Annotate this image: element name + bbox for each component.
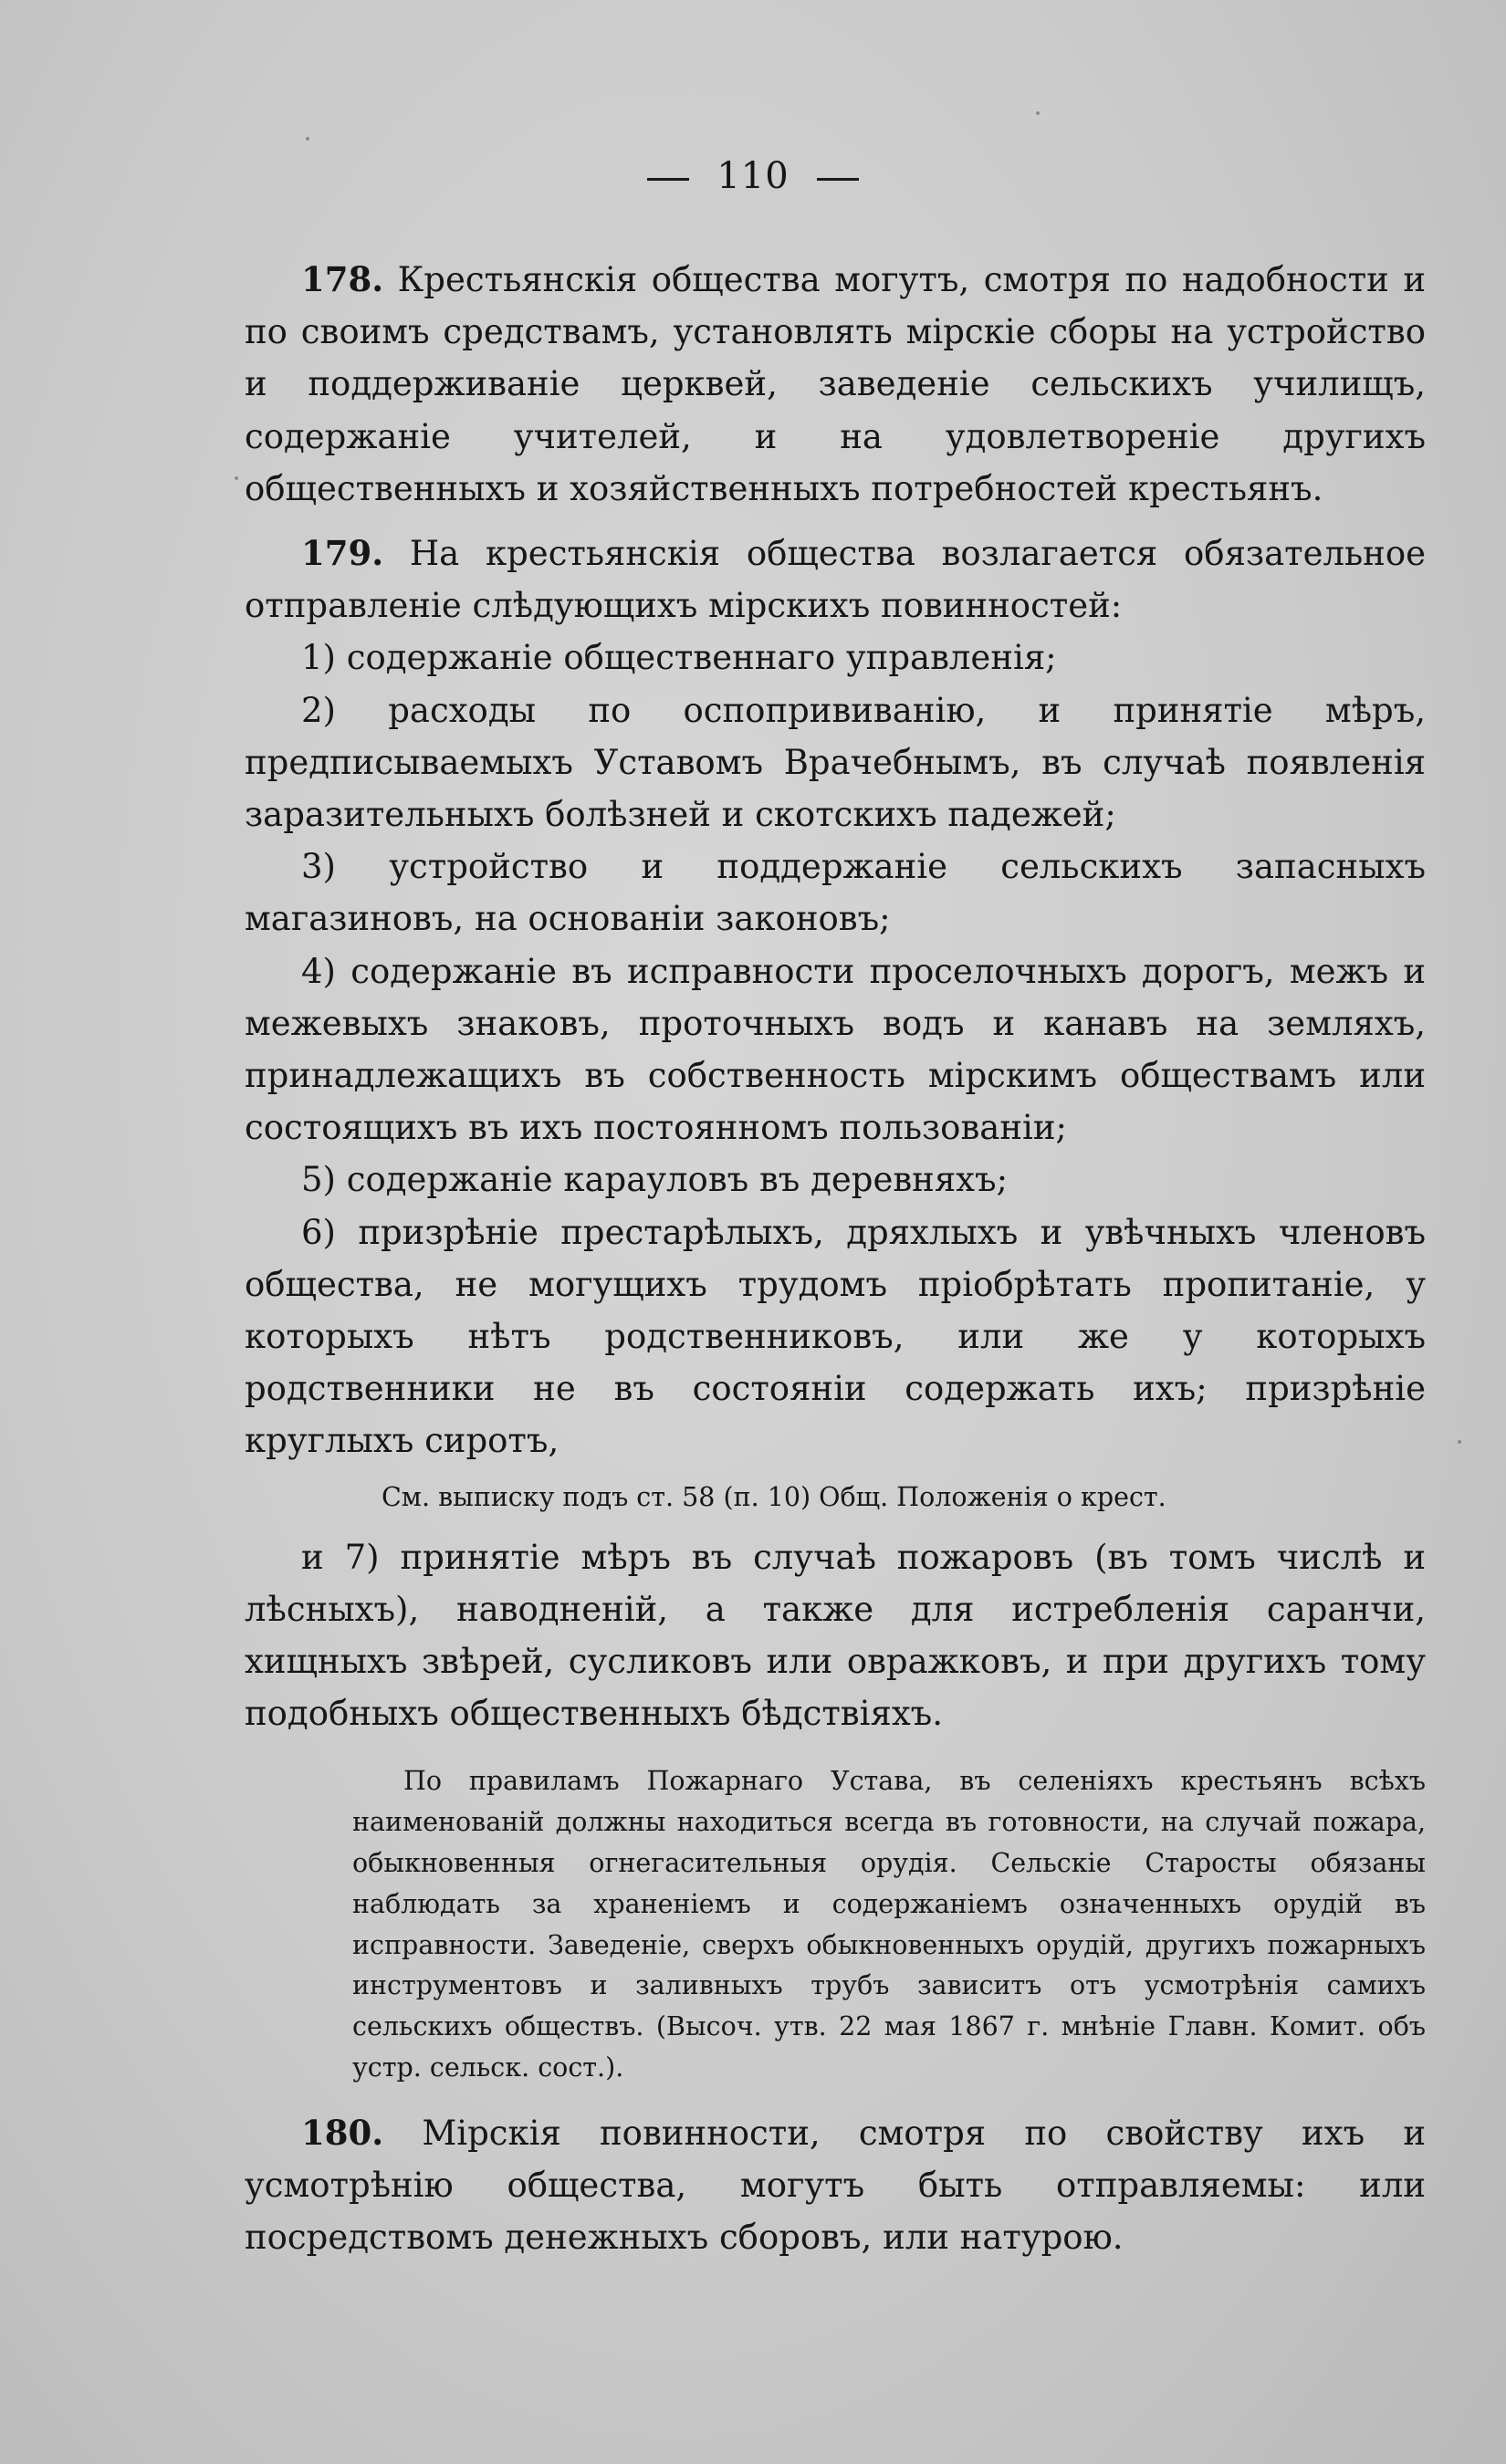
- page-number: 110: [716, 155, 790, 197]
- article-178: [245, 254, 1426, 515]
- list-item-6: 6) призрѣніе престарѣлыхъ, дряхлыхъ и увѣчныхъ членовъ общества, не могущихъ трудомъ пріобрѣтать пропитаніе, у которыхъ нѣтъ родственниковъ, или же у которыхъ родственники не въ состояніи содержать ихъ; призрѣніе круглыхъ сиротъ,: [245, 1212, 1426, 1461]
- paper-speck: [306, 137, 309, 141]
- article-number: 178.: [301, 259, 384, 299]
- list-item-7: и 7) принятіе мѣръ въ случаѣ пожаровъ (въ томъ числѣ и лѣсныхъ), наводненій, а также для истребленія саранчи, хищныхъ звѣрей, сусликовъ или овражковъ, и при другихъ тому подобныхъ общественныхъ бѣдствіяхъ.: [245, 1537, 1426, 1734]
- article-text: Крестьянскія общества могутъ, смотря по надобности и по своимъ средствамъ, установлять мірскіе сборы на устройство и поддерживаніе церквей, заведеніе сельскихъ училищъ, содержаніе учителей, и на удовлетвореніе другихъ общественныхъ и хозяйственныхъ потребностей крестьянъ.: [245, 260, 1426, 508]
- article-text: На крестьянскія общества возлагается обязательное отправленіе слѣдующихъ мірскихъ повинностей:: [245, 534, 1427, 626]
- list-item-4: 4) содержаніе въ исправности проселочныхъ дорогъ, межъ и межевыхъ знаковъ, проточныхъ водъ и канавъ на земляхъ, принадлежащихъ въ собственность мірскимъ обществамъ или состоящихъ въ ихъ постоянномъ пользованіи;: [245, 951, 1426, 1148]
- fire-regulations-note: По правиламъ Пожарнаго Устава, въ селеніяхъ крестьянъ всѣхъ наименованій должны находиться всегда въ готовности, на случай пожара, обыкновенныя огнегасительныя орудія. Сельскіе Старосты обязаны наблюдать за храненіемъ и содержаніемъ означенныхъ орудій въ исправности. Заведеніе, сверхъ обыкновенныхъ орудій, другихъ пожарныхъ инструментовъ и заливныхъ трубъ зависитъ отъ усмотрѣнія самихъ сельскихъ обществъ. (Высоч. утв. 22 мая 1867 г. мнѣніе Главн. Комит. объ устр. сельск. сост.).: [352, 1766, 1426, 2083]
- article-number: 180.: [301, 2112, 384, 2153]
- article-180: [245, 2107, 1426, 2264]
- paper-speck: [235, 476, 238, 480]
- page-number-dash-left: [647, 178, 689, 181]
- page-number-dash-right: [817, 178, 859, 181]
- article-text: Мірскія повинности, смотря по свойству ихъ и усмотрѣнію общества, могутъ быть отправляемы: или посредствомъ денежныхъ сборовъ, или натурою.: [245, 2113, 1426, 2258]
- list-item-5: 5) содержаніе карауловъ въ деревняхъ;: [301, 1160, 1009, 1200]
- page-number-header: [0, 155, 1506, 197]
- article-number: 179.: [301, 533, 384, 574]
- paper-speck: [1458, 1440, 1461, 1444]
- page-body: [245, 254, 1426, 2263]
- list-item-2: 2) расходы по оспопрививанію, и принятіе мѣръ, предписываемыхъ Уставомъ Врачебнымъ, въ случаѣ появленія заразительныхъ болѣзней и скотскихъ падежей;: [245, 690, 1426, 835]
- list-item-3: 3) устройство и поддержаніе сельскихъ запасныхъ магазиновъ, на основаніи законовъ;: [245, 847, 1426, 939]
- list-item-1: 1) содержаніе общественнаго управленія;: [301, 638, 1057, 678]
- article-179-intro: [245, 527, 1426, 632]
- cross-reference-note: См. выписку подъ ст. 58 (п. 10) Общ. Положенія о крест.: [382, 1481, 1166, 1512]
- paper-speck: [1036, 111, 1040, 115]
